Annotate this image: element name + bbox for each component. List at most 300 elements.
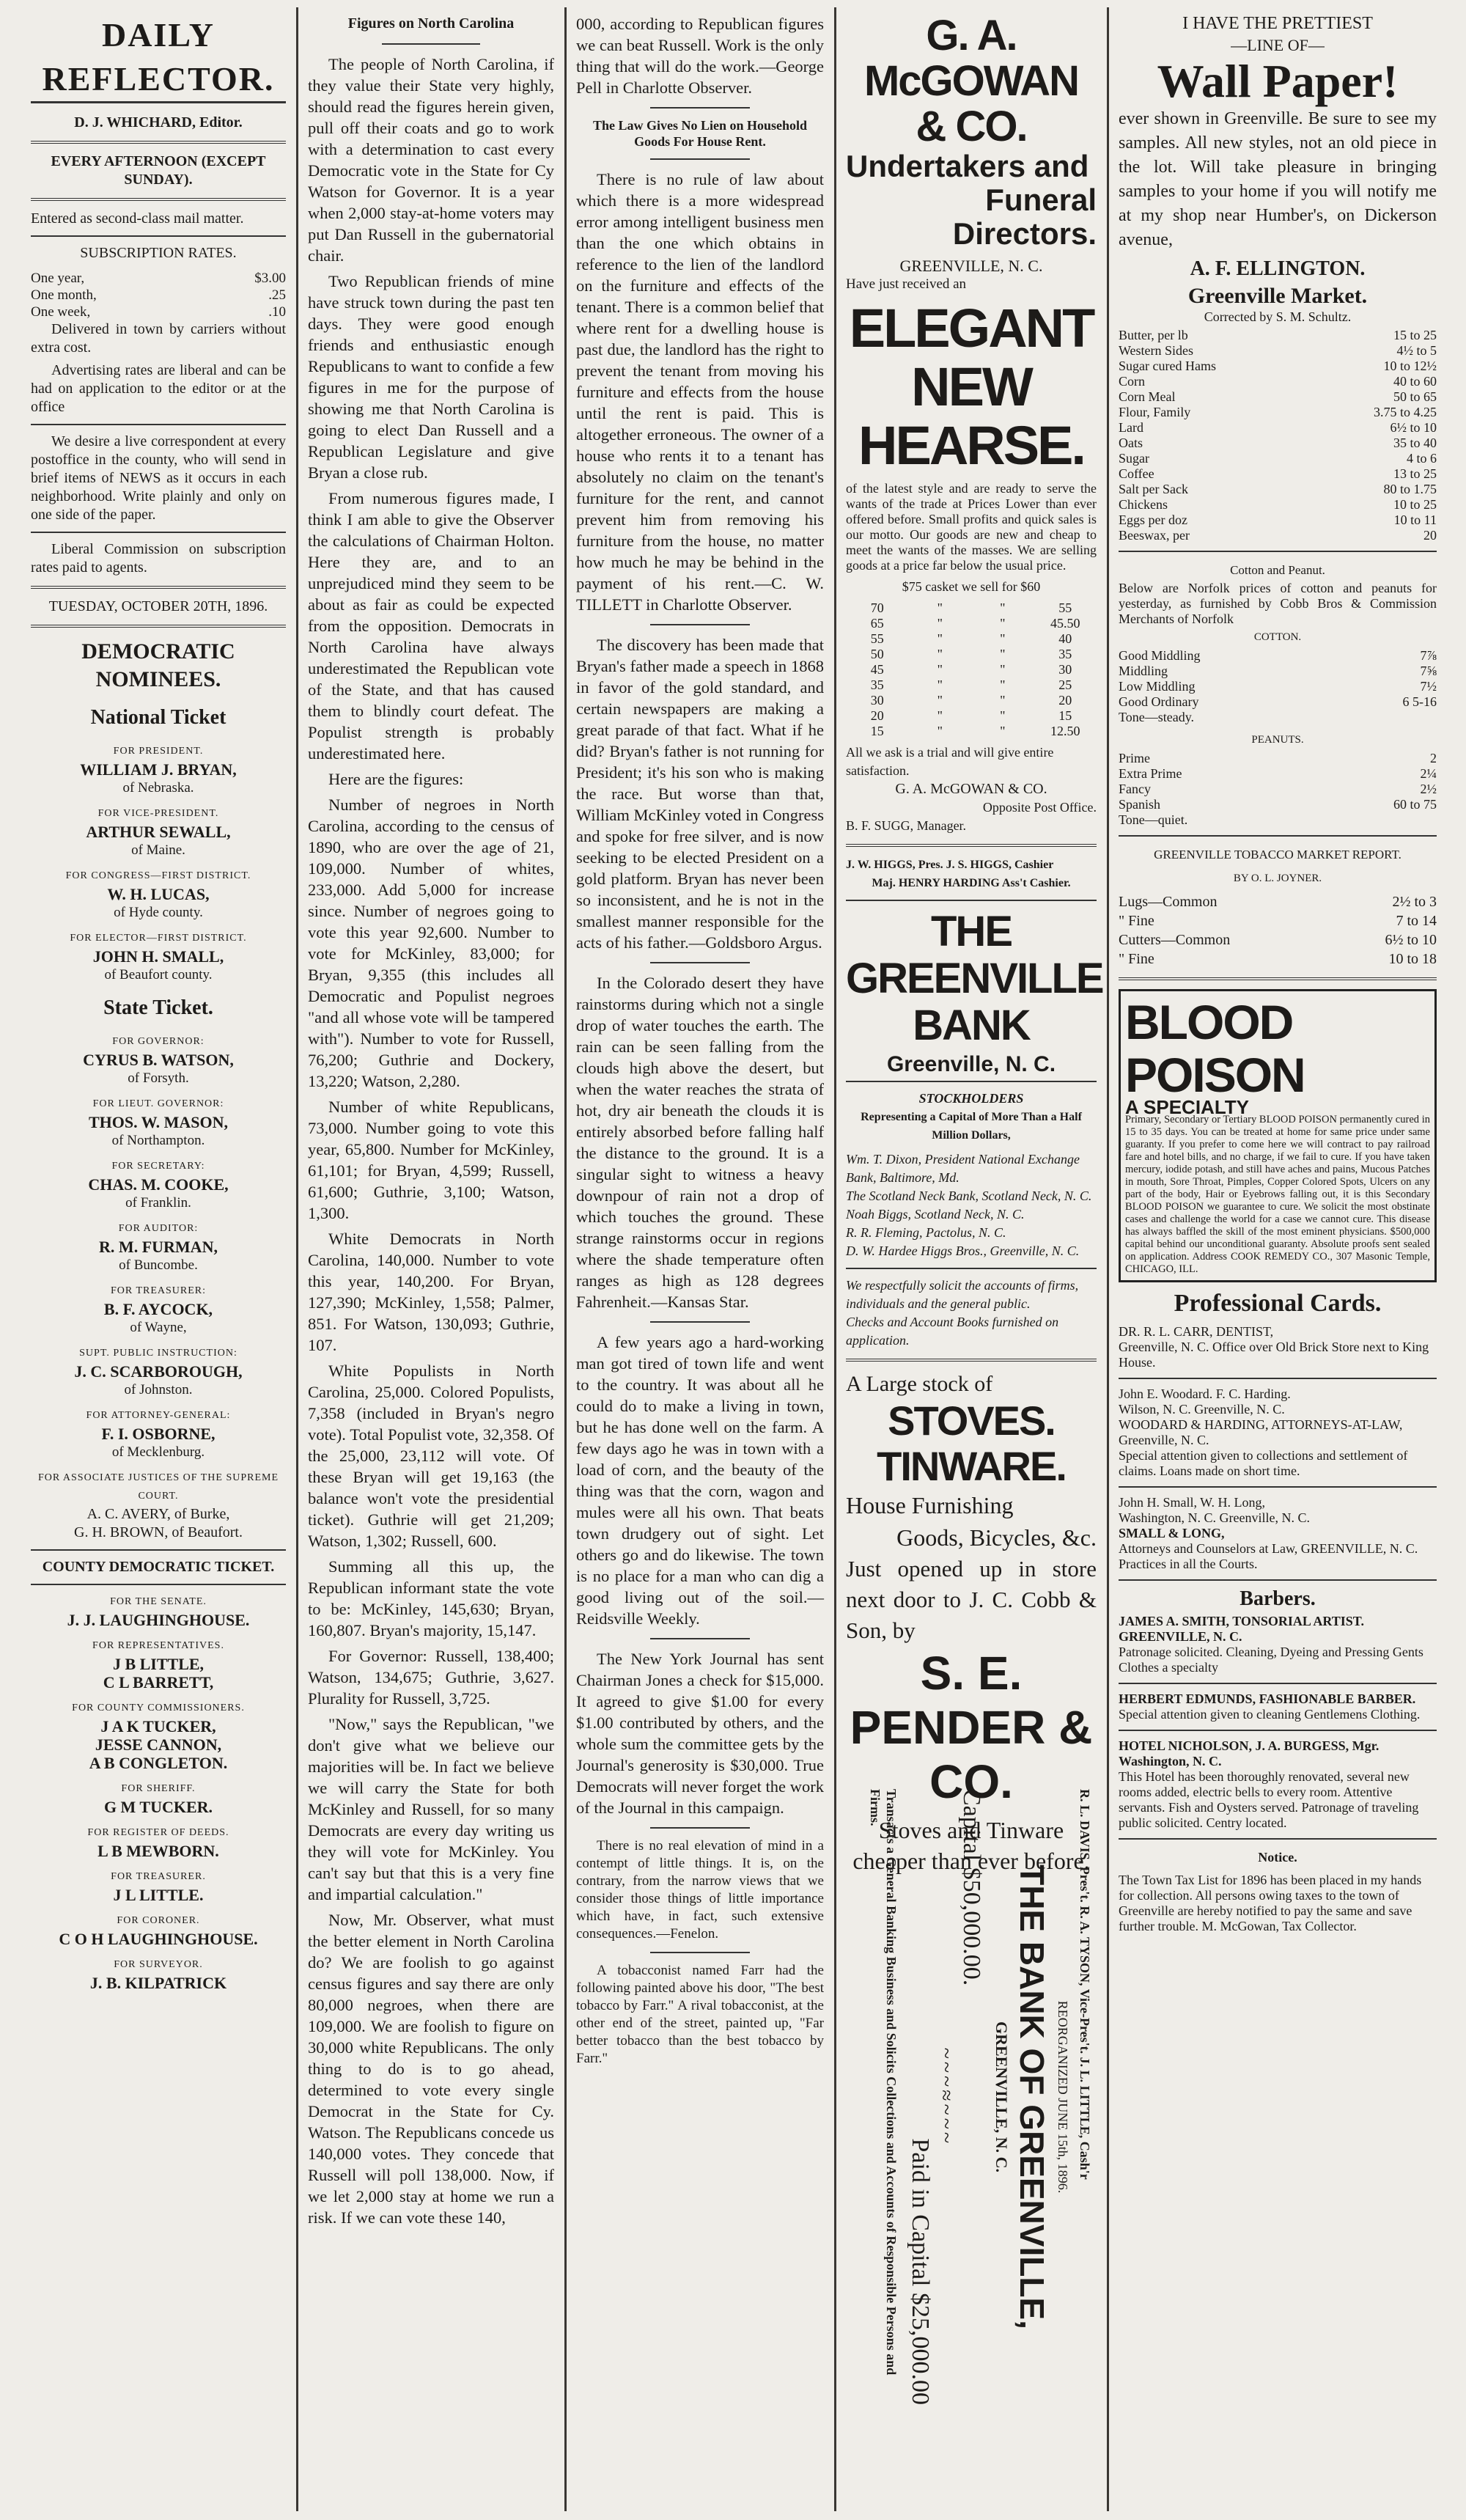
tobacco-price-cell: 6½ to 10 xyxy=(1385,932,1437,948)
casket-price-cell: 45.50 xyxy=(1050,616,1080,631)
bank-officers: R. L. DAVIS, Pres't. R. A. TYSON, Vice-Pres't. J. L. LITTLE, Cash'r xyxy=(1078,1789,1092,2180)
market-price-cell: 10 to 25 xyxy=(1393,497,1437,512)
blood-poison-specialty: A SPECIALTY xyxy=(1125,1096,1250,1118)
divider xyxy=(650,1827,749,1829)
casket-price-cell: " xyxy=(1000,616,1006,631)
card-small-long xyxy=(1119,1495,1437,1572)
stockholder: R. R. Fleming, Pactolus, N. C. xyxy=(846,1225,1006,1240)
nominee xyxy=(31,1157,286,1212)
tobacco-by: BY O. L. JOYNER. xyxy=(1233,873,1322,884)
nominee-name: L B MEWBORN. xyxy=(97,1842,219,1860)
article-paragraph: A tobacconist named Farr had the following painted above his door, "The best tobacco by Farr." A rival tobacconist, at the other end of the street, painted up, "Far better tobacco than the best tobacco by Farr." xyxy=(576,1963,824,2066)
decorative-flourish-icon: ~~~≈~~~ xyxy=(935,2047,957,2147)
market-price-cell: Butter, per lb xyxy=(1119,328,1188,342)
nominee-name: C L BARRETT, xyxy=(103,1673,214,1691)
divider xyxy=(1119,1378,1437,1379)
nominee-name: F. I. OSBORNE, xyxy=(101,1425,216,1443)
casket-price-cell: 30 xyxy=(1058,662,1072,677)
card-line: HOTEL NICHOLSON, J. A. BURGESS, Mgr. Washington, N. C. xyxy=(1119,1738,1380,1768)
divider xyxy=(846,1081,1097,1082)
rate-price: $3.00 xyxy=(254,271,286,286)
article-paragraph: The people of North Carolina, if they value their State very highly, should read the figures herein given, pull off their coats and go to work with a determination to cast every Democratic vote in the State for Cy Watson for Governor. It is a year when 2,000 stay-at-home voters may put Dan Russell in the gubernatorial chair. xyxy=(308,55,554,265)
article-paragraph: From numerous figures made, I think I am able to give the Observer the calculations of Chairman Holton. Here they are, and to an unprejudiced mind they seem to be about as fair as could be expected from the opposition. Democrats in North Carolina have always underestimated the Republican vote of the State, and that has caused them to blindly court defeat. The Populist strength is probably underestimated here. xyxy=(308,489,554,763)
nominee xyxy=(31,1219,286,1274)
casket-price-cell: " xyxy=(937,677,943,692)
casket-price-cell: " xyxy=(1000,677,1006,692)
nominee-name: J L LITTLE. xyxy=(113,1886,204,1904)
casket-price-cell: 15 xyxy=(1058,708,1072,723)
cotton-price-cell: 6 5-16 xyxy=(1402,694,1437,709)
nominee-name: A. C. AVERY, of Burke, xyxy=(86,1506,230,1522)
market-price-table xyxy=(1119,328,1437,543)
divider xyxy=(1119,1486,1437,1488)
rate-term: One week, xyxy=(31,304,91,320)
divider xyxy=(31,586,286,589)
casket-price-cell: " xyxy=(1000,600,1006,615)
entered-note: Entered as second-class mail matter. xyxy=(31,210,244,227)
article-paragraph: Number of white Republicans, 73,000. Number going to vote this year, 65,800. Number for McKinley, 61,101; for Bryan, 4,599; Russell, 61,600; Guthrie, 3,100; Watson, 1,300. xyxy=(308,1098,554,1222)
bank-solicit: We respectfully solicit the accounts of firms, individuals and the general public. xyxy=(846,1278,1079,1311)
casket-price-cell: " xyxy=(937,616,943,631)
bank-officers-2: Maj. HENRY HARDING Ass't Cashier. xyxy=(872,877,1071,889)
peanut-price-table xyxy=(1119,751,1437,828)
tobacco-price-table xyxy=(1119,892,1437,969)
article-paragraph: The New York Journal has sent Chairman Jones a check for $15,000. It agreed to give $1.00 for every $1.00 contributed by others, and the whole sum the committee gets by the Journal's generosity is $30,000. True Democrats will never forget the work of the Journal in this campaign. xyxy=(576,1650,824,1817)
nominee-place: of Beaufort county. xyxy=(104,967,213,982)
market-price-cell: Oats xyxy=(1119,436,1143,450)
tobacco-price-cell: 2½ to 3 xyxy=(1392,894,1437,910)
tobacco-price-cell: 10 to 18 xyxy=(1388,951,1437,967)
article-paragraph: 000, according to Republican figures we can beat Russell. Work is the only thing that will do the work.—George Pell in Charlotte Observer. xyxy=(576,15,824,97)
article-paragraph: There is no real elevation of mind in a contempt of little things. It is, on the contrary, from the narrow views that we consider those things of little importance which have, in fact, such extensive consequences.—Fenelon. xyxy=(576,1838,824,1942)
bank-ad-rotated xyxy=(854,1789,1096,2405)
article-paragraph: Summing all this up, the Republican informant state the vote to be: McKinley, 145,630; Bryan, 160,807. Bryan's majority, 15,147. xyxy=(308,1557,554,1639)
divider xyxy=(1119,835,1437,837)
notice-body: The Town Tax List for 1896 has been placed in my hands for collection. All persons owing taxes to the town of Greenville are hereby notified to pay the same and save further trouble. M. McGowan, Tax Collector. xyxy=(1119,1873,1422,1933)
nominee-place: of Mecklenburg. xyxy=(111,1444,205,1460)
card-woodard xyxy=(1119,1386,1437,1479)
bank-capital: Capital $50,000.00. xyxy=(958,1789,985,1986)
commission-note: Liberal Commission on subscription rates paid to agents. xyxy=(31,541,286,576)
card-line: SMALL & LONG, xyxy=(1119,1526,1225,1540)
hearse-headline: ELEGANT NEW HEARSE. xyxy=(849,298,1094,476)
divider xyxy=(650,962,749,963)
divider xyxy=(1119,1838,1437,1840)
office-label: FOR VICE-PRESIDENT. xyxy=(97,808,219,819)
ad-received: Have just received an xyxy=(846,276,967,292)
article-paragraph: For Governor: Russell, 138,400; Watson, 134,675; Guthrie, 3,627. Plurality for Russell, 3,725. xyxy=(308,1647,554,1708)
peanut-price-cell: 2 xyxy=(1430,751,1437,765)
advertising-note: Advertising rates are liberal and can be had on application to the editor or at the office xyxy=(31,362,286,415)
office-label: FOR ATTORNEY-GENERAL: xyxy=(86,1410,231,1421)
market-price-cell: 20 xyxy=(1423,528,1437,543)
casket-price-cell: 50 xyxy=(870,647,884,661)
divider xyxy=(650,158,749,160)
tobacco-price-cell: " Fine xyxy=(1119,951,1154,967)
nominee-name: W. H. LUCAS, xyxy=(107,885,210,903)
article-paragraph: "Now," says the Republican, "we don't give what we believe our majorities will be. In fact we believe we will carry the State for both McKinley and Russell, for so many Democrats are every day writing us they will vote for McKinley. You can't say but that this is a very fine and impartial calculation." xyxy=(308,1715,554,1903)
column-masthead xyxy=(21,13,296,2506)
nominee-name: G M TUCKER. xyxy=(103,1798,213,1816)
casket-price-cell: " xyxy=(937,693,943,708)
nominee-name: CYRUS B. WATSON, xyxy=(83,1051,234,1069)
casket-price-cell: 45 xyxy=(870,662,884,677)
divider xyxy=(650,624,749,625)
rate-term: One month, xyxy=(31,287,97,303)
ad-trial: All we ask is a trial and will give entire satisfaction. xyxy=(846,745,1054,778)
blood-poison-ad xyxy=(1119,989,1437,1282)
article-paragraph: White Democrats in North Carolina, 140,000. Number to vote this year, 140,200. For Bryan, 127,390; McKinley, 1,558; Palmer, 851. For Watson, 130,093; Guthrie, 107. xyxy=(308,1230,554,1354)
rates-table xyxy=(31,270,286,320)
stoves-body: Just opened up in store next door to J. C. Cobb & Son, by xyxy=(846,1556,1097,1643)
card-line: DR. R. L. CARR, DENTIST, xyxy=(1119,1324,1274,1339)
divider xyxy=(382,43,480,45)
card-carr xyxy=(1119,1324,1437,1370)
article-paragraph: White Populists in North Carolina, 25,000. Colored Populists, 7,358 (included in Bryan's negro vote). Total Populist vote, 32,358. Of the 25,000, 23,112 will vote. Of these Bryan will get 19,163 (the balance won't vote the presidential ticket). Guthrie will get 21,209; Watson, 1,302; Russell, 600. xyxy=(308,1362,554,1550)
market-price-cell: Corn Meal xyxy=(1119,389,1176,404)
divider xyxy=(650,107,749,109)
ad-town: GREENVILLE, N. C. xyxy=(899,257,1043,275)
nominee-name: C O H LAUGHINGHOUSE. xyxy=(59,1930,258,1948)
rate-price: .25 xyxy=(268,287,286,303)
casket-price-cell: " xyxy=(937,647,943,661)
card-line: Attorneys and Counselors at Law, GREENVILLE, N. C. xyxy=(1119,1541,1418,1556)
cotton-peanut-head: Cotton and Peanut. xyxy=(1230,563,1325,577)
nominee-name: J. B. KILPATRICK xyxy=(89,1974,227,1992)
article-paragraph: Now, Mr. Observer, what must the better element in North Carolina do? We are foolish to go against census figures and say there are only 80,000 negroes, when there are 109,000. We are foolish to figure on 30,000 white Republicans. The only thing to do is to go ahead, determined to vote every single Democrat in the State for Cy. Watson. The Republicans concede us 140,000 votes. They concede that Russell will poll 138,000. Now, if we let 2,000 stay at home we run a risk. If we can vote these 140, xyxy=(308,1911,554,2227)
casket-price-cell: 35 xyxy=(870,677,884,692)
nominee-name: THOS. W. MASON, xyxy=(88,1113,229,1131)
peanut-price-cell xyxy=(1349,812,1437,828)
nominee xyxy=(31,867,286,922)
bank-capital: Representing a Capital of More Than a Half Million Dollars, xyxy=(861,1111,1082,1142)
card-line: John E. Woodard. F. C. Harding. xyxy=(1119,1386,1291,1401)
divider xyxy=(650,1638,749,1639)
article-paragraph: Two Republican friends of mine have struck town during the past ten days. They were good enough friends and enthusiastic enough Republicans to want to confide a few figures in me for the purpose of showing me that North Carolina is going to elect Dan Russell and a Republican Legislature and give Bryan a close rub. xyxy=(308,272,554,482)
peanut-price-cell: Tone—quiet. xyxy=(1119,812,1188,827)
wallpaper-signature: A. F. ELLINGTON. xyxy=(1190,257,1366,280)
casket-price-cell: 65 xyxy=(870,616,884,631)
office-label: FOR LIEUT. GOVERNOR: xyxy=(92,1098,224,1109)
divider xyxy=(31,1549,286,1551)
card-line: This Hotel has been thoroughly renovated, several new rooms added, electric bells to every room. Attentive servants. Fish and Oysters served. Patronage of traveling public solicited. Centry located. xyxy=(1119,1769,1419,1830)
market-price-cell: Sugar cured Hams xyxy=(1119,359,1216,373)
market-price-cell: Corn xyxy=(1119,374,1145,389)
casket-price-cell: " xyxy=(1000,631,1006,646)
article-paragraph: Here are the figures: xyxy=(328,770,464,788)
office-label: FOR REPRESENTATIVES. xyxy=(92,1640,224,1651)
office-label: FOR THE SENATE. xyxy=(110,1596,207,1607)
market-corrected: Corrected by S. M. Schultz. xyxy=(1204,309,1352,324)
peanut-price-cell: Prime xyxy=(1119,751,1150,765)
price-header: $75 casket we sell for $60 xyxy=(902,579,1041,594)
market-price-cell: 6½ to 10 xyxy=(1390,420,1437,435)
masthead-title: DAILY REFLECTOR. xyxy=(31,13,286,103)
market-price-cell: Flour, Family xyxy=(1119,405,1191,419)
bank-title: THE BANK OF GREENVILLE, xyxy=(1013,1865,1051,2329)
card-line: WOODARD & HARDING, ATTORNEYS-AT-LAW, Greenville, N. C. xyxy=(1119,1417,1403,1447)
stockholder: Noah Biggs, Scotland Neck, N. C. xyxy=(846,1207,1025,1222)
market-price-cell: Salt per Sack xyxy=(1119,482,1188,496)
divider xyxy=(846,900,1097,901)
publication-schedule: EVERY AFTERNOON (EXCEPT SUNDAY). xyxy=(51,153,266,188)
office-label: FOR SHERIFF. xyxy=(121,1783,196,1794)
article-paragraph: In the Colorado desert they have rainstorms during which not a single drop of water touches the earth. The rain can be seen falling from the clouds high above the desert, but when the water reaches the strata of hot, dry air beneath the clouds it is entirely absorbed before falling half the distance to the ground. It is a singular sight to witness a heavy downpour of rain not a drop of which touches the ground. These strange rainstorms occur in regions where the shade temperature often ranges as high as 128 degrees Fahrenheit.—Kansas Star. xyxy=(576,974,824,1311)
peanut-price-cell: Spanish xyxy=(1119,797,1161,812)
nominee xyxy=(31,804,286,859)
funeral-line: Funeral Directors. xyxy=(952,183,1097,251)
norfolk-note: Below are Norfolk prices of cotton and peanuts for yesterday, as furnished by Cobb Bros & Commission Merchants of Norfolk xyxy=(1119,581,1437,626)
nominee-place: of Wayne, xyxy=(130,1320,187,1335)
market-price-cell: 50 to 65 xyxy=(1393,389,1437,404)
office-label: FOR CONGRESS—FIRST DISTRICT. xyxy=(65,870,251,881)
card-line: John H. Small, W. H. Long, xyxy=(1119,1495,1266,1510)
nominee-name: WILLIAM J. BRYAN, xyxy=(80,760,237,779)
stockholders-head: STOCKHOLDERS xyxy=(918,1091,1024,1106)
ad-body: of the latest style and are ready to serve the wants of the trade at Prices Lower than ever offered before. Small profits and quick sales is our motto. Our goods are new and cheap to meet the wants of the masses. We are selling goods at a price far below the usual price. xyxy=(846,481,1097,573)
tobacco-head: GREENVILLE TOBACCO MARKET REPORT. xyxy=(1154,848,1401,862)
card-line: Practices in all the Courts. xyxy=(1119,1557,1258,1571)
casket-price-cell: 40 xyxy=(1058,631,1072,646)
notice-heading: Notice. xyxy=(1258,1850,1297,1865)
casket-price-table xyxy=(846,600,1097,739)
county-ticket-heading: COUNTY DEMOCRATIC TICKET. xyxy=(42,1559,275,1575)
office-label: FOR PRESIDENT. xyxy=(113,746,204,757)
nominee xyxy=(31,1095,286,1150)
stoves-headline: STOVES. TINWARE. xyxy=(877,1397,1066,1489)
nominee-place: of Nebraska. xyxy=(122,780,194,796)
cotton-price-cell: 7⅞ xyxy=(1420,648,1437,663)
peanut-head: PEANUTS. xyxy=(1251,734,1304,746)
national-ticket-heading: National Ticket xyxy=(90,706,226,729)
casket-price-cell: 20 xyxy=(1058,693,1072,708)
professional-cards-heading: Professional Cards. xyxy=(1174,1290,1382,1317)
nominee-name: JESSE CANNON, xyxy=(95,1735,222,1754)
ad-opposite: Opposite Post Office. xyxy=(982,800,1097,815)
divider xyxy=(846,1359,1097,1362)
stockholder: D. W. Hardee Higgs Bros., Greenville, N. C. xyxy=(846,1244,1080,1258)
divider xyxy=(31,198,286,201)
casket-price-cell: " xyxy=(937,600,943,615)
rate-term: One year, xyxy=(31,271,85,286)
article-title: The Law Gives No Lien on Household Goods For House Rent. xyxy=(592,118,808,149)
wallpaper-intro: I HAVE THE PRETTIEST xyxy=(1182,14,1373,33)
article-title: Figures on North Carolina xyxy=(347,15,515,32)
nominee xyxy=(31,1282,286,1337)
divider xyxy=(846,1268,1097,1269)
stoves-line: House Furnishing xyxy=(846,1492,1014,1518)
nominee xyxy=(31,1344,286,1399)
nominee-place: of Franklin. xyxy=(125,1195,191,1211)
peanut-price-cell: 2½ xyxy=(1420,782,1437,796)
market-price-cell: 35 to 40 xyxy=(1393,436,1437,450)
column-figures-article xyxy=(298,13,564,2506)
market-price-cell: 4 to 6 xyxy=(1406,451,1437,466)
market-price-cell: Eggs per doz xyxy=(1119,513,1187,527)
divider xyxy=(1119,1730,1437,1731)
barbers-heading: Barbers. xyxy=(1240,1587,1316,1610)
casket-price-cell: " xyxy=(1000,724,1006,738)
market-price-cell: Lard xyxy=(1119,420,1143,435)
office-label: FOR SURVEYOR. xyxy=(114,1959,203,1970)
market-price-cell: 4½ to 5 xyxy=(1396,343,1437,358)
casket-price-cell: 25 xyxy=(1058,677,1072,692)
bank-checks: Checks and Account Books furnished on application. xyxy=(846,1315,1059,1348)
article-paragraph: There is no rule of law about which there is a more widespread error among intelligent business men than the one which obtains in reference to the lien of the landlord on the furniture and effects of the tenant. There is a common belief that where rent for a dwelling house is past due, the landlord has the right to prevent the tenant from moving his furniture and effects from the house until the rent is paid. This is altogether erroneous. The owner of a house who rents it to a tenant has absolutely no claim on the tenant's furniture for the rent, and cannot prevent him from removing his furniture from the house, no matter how much he may be behind in the payment of his rent.—C. W. TILLETT in Charlotte Observer. xyxy=(576,170,824,614)
blood-poison-title: BLOOD POISON xyxy=(1125,995,1305,1102)
casket-price-cell: " xyxy=(937,631,943,646)
column-market-cards xyxy=(1108,13,1447,2506)
market-price-cell: 40 to 60 xyxy=(1393,374,1437,389)
card-line: Special attention given to collections and settlement of claims. Loans made on short time. xyxy=(1119,1448,1408,1478)
ad-manager: B. F. SUGG, Manager. xyxy=(846,818,967,833)
casket-price-cell: " xyxy=(1000,647,1006,661)
state-ticket-heading: State Ticket. xyxy=(103,996,213,1019)
market-heading: Greenville Market. xyxy=(1187,284,1368,308)
nominee-place: of Hyde county. xyxy=(114,905,203,920)
tobacco-price-cell: Cutters—Common xyxy=(1119,932,1231,948)
cotton-price-cell: Middling xyxy=(1119,664,1168,678)
issue-date: TUESDAY, OCTOBER 20TH, 1896. xyxy=(48,598,268,614)
nominee xyxy=(31,1406,286,1461)
office-label: SUPT. PUBLIC INSTRUCTION: xyxy=(79,1348,237,1359)
nominees-heading: DEMOCRATIC NOMINEES. xyxy=(81,639,235,691)
casket-price-cell: " xyxy=(1000,662,1006,677)
cotton-price-table xyxy=(1119,648,1437,725)
peanut-price-cell: 2¼ xyxy=(1420,766,1437,781)
office-label: FOR REGISTER OF DEEDS. xyxy=(87,1827,229,1838)
peanut-price-cell: 60 to 75 xyxy=(1393,797,1437,812)
correspondent-note: We desire a live correspondent at every postoffice in the county, who will send in brief items of NEWS as it occurs in each neighborhood. Write plainly and only on one side of the paper. xyxy=(31,433,286,523)
bank-reorganized: REORGANIZED JUNE 15th, 1896. xyxy=(1056,2000,1070,2194)
stoves-intro: A Large stock of xyxy=(846,1372,993,1396)
market-price-cell: 80 to 1.75 xyxy=(1383,482,1437,496)
tobacco-price-cell: " Fine xyxy=(1119,913,1154,929)
office-label: FOR SECRETARY: xyxy=(111,1161,205,1172)
bank-general: Transacts a General Banking Business and Solicits Collections and Accounts of Responsible Persons and Firms. xyxy=(868,1789,899,2376)
casket-price-cell: " xyxy=(937,662,943,677)
divider xyxy=(650,1952,749,1953)
casket-price-cell: 20 xyxy=(870,708,884,723)
casket-price-cell: 12.50 xyxy=(1050,724,1080,738)
nominee-place: of Buncombe. xyxy=(119,1257,198,1273)
nominee-name: R. M. FURMAN, xyxy=(99,1238,218,1256)
tobacco-price-cell: Lugs—Common xyxy=(1119,894,1218,910)
card-line: Washington, N. C. Greenville, N. C. xyxy=(1119,1510,1311,1525)
casket-price-cell: 15 xyxy=(870,724,884,738)
market-price-cell: 13 to 25 xyxy=(1393,466,1437,481)
stockholder: Wm. T. Dixon, President National Exchange Bank, Baltimore, Md. xyxy=(846,1152,1080,1185)
pender-title: S. E. PENDER & CO. xyxy=(850,1647,1093,1808)
cotton-price-cell: Good Ordinary xyxy=(1119,694,1199,709)
card-edmunds xyxy=(1119,1691,1437,1722)
greenville-bank-title: THE GREENVILLE BANK xyxy=(846,908,1103,1049)
nominee-name: J. C. SCARBOROUGH, xyxy=(74,1362,243,1381)
stoves-line: Goods, Bicycles, &c. xyxy=(896,1524,1097,1551)
cotton-price-cell: 7½ xyxy=(1420,679,1437,694)
market-price-cell: Western Sides xyxy=(1119,343,1194,358)
tobacco-price-cell: 7 to 14 xyxy=(1396,913,1437,929)
divider xyxy=(650,1321,749,1323)
bank-officers: J. W. HIGGS, Pres. J. S. HIGGS, Cashier xyxy=(846,859,1054,871)
office-label: FOR ASSOCIATE JUSTICES OF THE SUPREME COURT. xyxy=(37,1472,279,1502)
casket-price-cell: " xyxy=(1000,708,1006,723)
card-line: JAMES A. SMITH, TONSORIAL ARTIST. GREENVILLE, N. C. xyxy=(1119,1614,1364,1644)
cotton-price-cell: Tone—steady. xyxy=(1119,710,1195,724)
office-label: FOR ELECTOR—FIRST DISTRICT. xyxy=(70,933,247,944)
tinware-tagline: Stoves and Tinware cheaper than ever before. xyxy=(852,1817,1090,1874)
casket-price-cell: 30 xyxy=(870,693,884,708)
divider xyxy=(31,141,286,144)
market-price-cell: Sugar xyxy=(1119,451,1149,466)
cotton-price-cell: Low Middling xyxy=(1119,679,1196,694)
nominee-place: of Johnston. xyxy=(124,1382,193,1397)
casket-price-cell: 55 xyxy=(1058,600,1072,615)
blood-poison-body: Primary, Secondary or Tertiary BLOOD POISON permanently cured in 15 to 35 days. You can be treated at home for same price under same guaranty. If you prefer to come here we will contract to pay railroad fare and hotel bills, and no charge, if we fail to cure. If you have taken mercury, iodide potash, and still have aches and pains, Mucous Patches in mouth, Sore Throat, Pimples, Copper Colored Spots, Ulcers on any part of the body, Hair or Eyebrows falling out, it is this Secondary BLOOD POISON we guarantee to cure. We solicit the most obstinate cases and challenge the world for a case we cannot cure. This disease has always baffled the skill of the most eminent physicians. $500,000 capital behind our unconditional guaranty. Absolute proofs sent sealed on application. Address COOK REMEDY CO., 307 Masonic Temple, CHICAGO, ILL. xyxy=(1125,1114,1430,1275)
office-label: FOR TREASURER: xyxy=(110,1285,207,1296)
editor-line: D. J. WHICHARD, Editor. xyxy=(74,114,243,131)
undertakers-line: Undertakers and xyxy=(846,149,1089,183)
nominee-name: ARTHUR SEWALL, xyxy=(86,823,231,841)
office-label: FOR COUNTY COMMISSIONERS. xyxy=(72,1702,245,1713)
market-price-cell: 10 to 12½ xyxy=(1383,359,1437,373)
card-line: Greenville, N. C. Office over Old Brick Store next to King House. xyxy=(1119,1340,1429,1370)
article-paragraph: Number of negroes in North Carolina, according to the census of 1890, who are over the age of 21, 109,000. Number of whites, 233,000. Add 5,000 for increase since. Number of negroes going to vote this year 92,600. Number to vote for McKinley, 83,000; for Bryan, 9,355 (this includes all Democratic and Populist negroes "and all whose vote will be tampered with"). Number to vote for Russell, 76,200; Guthrie and Dockery, 13,220; Watson, 2,280. xyxy=(308,796,554,1090)
card-line: Wilson, N. C. Greenville, N. C. xyxy=(1119,1402,1285,1417)
nominee-place: of Maine. xyxy=(131,842,185,858)
wallpaper-line: —LINE OF— xyxy=(1231,36,1325,54)
market-price-cell: 10 to 11 xyxy=(1393,513,1437,527)
wallpaper-body: ever shown in Greenville. Be sure to see my samples. All new styles, not an old piece in the lot. Will take pleasure in bringing samples to your home if you will notify me at my shop near Humber's, on Dickerson avenue, xyxy=(1119,109,1437,249)
office-label: FOR GOVERNOR: xyxy=(112,1036,205,1047)
divider xyxy=(31,235,286,237)
nominee-name: JOHN H. SMALL, xyxy=(92,947,224,966)
divider xyxy=(1119,551,1437,552)
casket-price-cell: " xyxy=(937,708,943,723)
divider xyxy=(31,424,286,425)
nominee-name: A B CONGLETON. xyxy=(89,1754,228,1772)
cotton-price-cell: 7⅝ xyxy=(1420,664,1437,678)
article-paragraph: The discovery has been made that Bryan's father made a speech in 1868 in favor of the gold standard, and certain newspapers are making a great parade of that fact. What if he did? Bryan's father is not running for President; it's his son who is making the race. But worse than that, William McKinley voted in Congress and spoke for free silver, and is now seeking to be elected President on a gold platform. Bryan has never been so inconsistent, and he is not in the smallest manner responsible for the acts of his father.—Goldsboro Argus. xyxy=(576,636,824,952)
card-line: Patronage solicited. Cleaning, Dyeing and Pressing Gents Clothes a specialty xyxy=(1119,1645,1423,1675)
peanut-price-cell: Extra Prime xyxy=(1119,766,1182,781)
peanut-price-cell: Fancy xyxy=(1119,782,1151,796)
nominee-place: of Forsyth. xyxy=(128,1070,189,1086)
casket-price-cell: " xyxy=(1000,693,1006,708)
office-label: FOR AUDITOR: xyxy=(118,1223,199,1234)
bank-of-greenville-ad xyxy=(854,1789,1096,2405)
card-line: Special attention given to cleaning Gentlemens Clothing. xyxy=(1119,1707,1421,1722)
office-label: FOR TREASURER. xyxy=(111,1871,206,1882)
market-price-cell: Chickens xyxy=(1119,497,1168,512)
card-smith xyxy=(1119,1614,1437,1675)
divider xyxy=(1119,1579,1437,1581)
divider xyxy=(31,1584,286,1585)
market-price-cell: Coffee xyxy=(1119,466,1154,481)
divider xyxy=(1119,1683,1437,1684)
card-line: HERBERT EDMUNDS, FASHIONABLE BARBER. xyxy=(1119,1691,1416,1706)
divider xyxy=(31,532,286,533)
divider xyxy=(1119,977,1437,980)
nominee-name: B. F. AYCOCK, xyxy=(103,1300,213,1318)
bank-town: GREENVILLE, N. C. xyxy=(992,2021,1011,2172)
bank-paid-capital: Paid in Capital $25,000.00 xyxy=(907,2138,934,2405)
stockholder: The Scotland Neck Bank, Scotland Neck, N. C. xyxy=(846,1189,1092,1203)
article-paragraph: A few years ago a hard-working man got tired of town life and went to the country. It was about all he could do to make a living in town, but he has done well on the farm. A few days ago he was in town with a load of corn, and the beauty of the thing was that the corn, wagon and mules were all his own. That beats town drudgery out of sight. Let others go and do likewise. The town is no place for a man who can dig a good living out of the soil.—Reidsville Weekly. xyxy=(576,1333,824,1628)
casket-price-cell: " xyxy=(937,724,943,738)
nominee-name: J B LITTLE, xyxy=(112,1655,205,1673)
bank-town: Greenville, N. C. xyxy=(886,1052,1056,1076)
